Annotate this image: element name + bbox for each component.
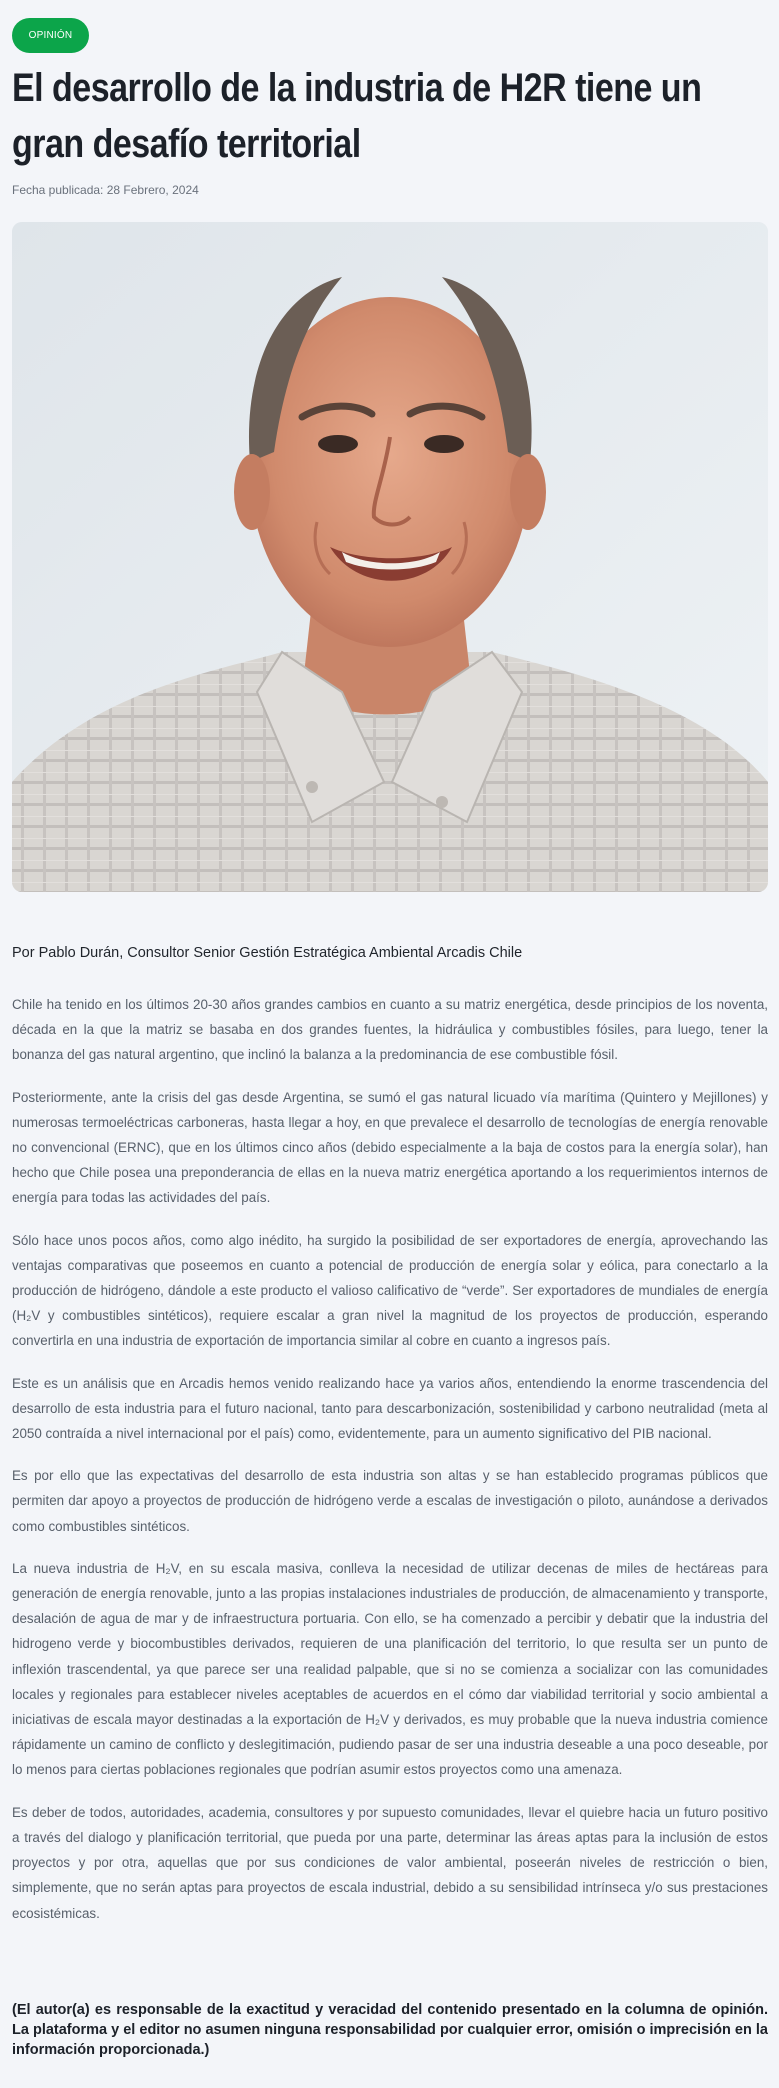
- paragraph: Sólo hace unos pocos años, como algo inédito, ha surgido la posibilidad de ser exportadores de energía, aprovechando las ventajas comparativas que poseemos en cuanto a potencial de producción de energía solar y eólica, para conectarlo a la producción de hidrógeno, dándole a este producto el valioso calificativo de “verde”. Ser exportadores de mundiales de energía (H₂V y combustibles sintéticos), requiere escalar a gran nivel la magnitud de los proyectos de producción, esperando convertirla en una industria de exportación de importancia similar al cobre en cuanto a ingresos país.: [12, 1232, 768, 1349]
- category-badge-label: OPINIÓN: [28, 30, 73, 41]
- publish-date: Fecha publicada: 28 Febrero, 2024: [12, 183, 199, 197]
- paragraph: Este es un análisis que en Arcadis hemos venido realizando hace ya varios años, entendiendo la enorme trascendencia del desarrollo de esta industria para el futuro nacional, tanto para descarbonización, sostenibilidad y carbono neutralidad (meta al 2050 contraída a nivel internacional por el país) como, evidentemente, para un aumento significativo del PIB nacional.: [12, 1375, 768, 1442]
- paragraph: Chile ha tenido en los últimos 20-30 años grandes cambios en cuanto a su matriz energética, desde principios de los noventa, década en la que la matriz se basaba en dos grandes fuentes, la hidráulica y combustibles fósiles, para luego, tener la bonanza del gas natural argentino, que inclinó la balanza a la predominancia de ese combustible fósil.: [12, 997, 768, 1063]
- opinion-disclaimer: (El autor(a) es responsable de la exactitud y veracidad del contenido presentado en la columna de opinión. La plataforma y el editor no asumen ninguna responsabilidad por cualquier error, omisión o imprecisión en la información proporcionada.): [12, 2002, 768, 2058]
- author-photo: [12, 222, 768, 892]
- paragraph: La nueva industria de H₂V, en su escala masiva, conlleva la necesidad de utilizar decenas de miles de hectáreas para generación de energía renovable, junto a las propias instalaciones industriales de producción, de almacenamiento y transporte, desalación de agua de mar y de infraestructura portuaria. Con ello, se ha comenzado a percibir y debatir que la industria del hidrogeno verde y biocombustibles derivados, requieren de una planificación del territorio, lo que resulta ser un punto de inflexión trascendental, ya que parece ser una realidad palpable, que si no se comienza a socializar con las comunidades locales y regionales para establecer niveles aceptables de acuerdos en el cómo dar viabilidad territorial y socio ambiental a iniciativas de escala mayor destinadas a la exportación de H₂V y derivados, es muy probable que la nueva industria comience rápidamente un camino de conflicto y deslegitimación, pudiendo pasar de ser una industria deseable a una poco deseable, por lo menos para ciertas poblaciones regionales que podrían asumir estos proyectos como una amenaza.: [12, 1560, 768, 1778]
- paragraph: Posteriormente, ante la crisis del gas desde Argentina, se sumó el gas natural licuado vía marítima (Quintero y Mejillones) y numerosas termoeléctricas carboneras, hasta llegar a hoy, en que prevalece el desarrollo de tecnologías de energía renovable no convencional (ERNC), que en los últimos cinco años (debido especialmente a la baja de costos para la energía solar), han hecho que Chile posea una preponderancia de ellas en la nueva matriz energética aportando a los requerimientos internos de energía para todas las actividades del país.: [12, 1089, 768, 1206]
- article-body: [12, 992, 768, 1943]
- author-portrait-image: [12, 222, 768, 892]
- paragraph: Es deber de todos, autoridades, academia, consultores y por supuesto comunidades, llevar el quiebre hacia un futuro positivo a través del dialogo y planificación territorial, que pueda por una parte, determinar las áreas aptas para la inclusión de estos proyectos y por otra, aquellas que por sus condiciones de valor ambiental, poseerán niveles de restricción o bien, simplemente, que no serán aptas para proyectos de escala industrial, debido a su sensibilidad intrínseca y/o sus prestaciones ecosistémicas.: [12, 1804, 768, 1921]
- category-badge[interactable]: [12, 18, 89, 53]
- author-byline: Por Pablo Durán, Consultor Senior Gestión Estratégica Ambiental Arcadis Chile: [12, 945, 523, 961]
- paragraph: Es por ello que las expectativas del desarrollo de esta industria son altas y se han establecido programas públicos que permiten dar apoyo a proyectos de producción de hidrógeno verde a escalas de investigación o piloto, aunándose a derivados como combustibles sintéticos.: [12, 1468, 768, 1534]
- article-title: El desarrollo de la industria de H2R tiene un gran desafío territorial: [12, 66, 702, 166]
